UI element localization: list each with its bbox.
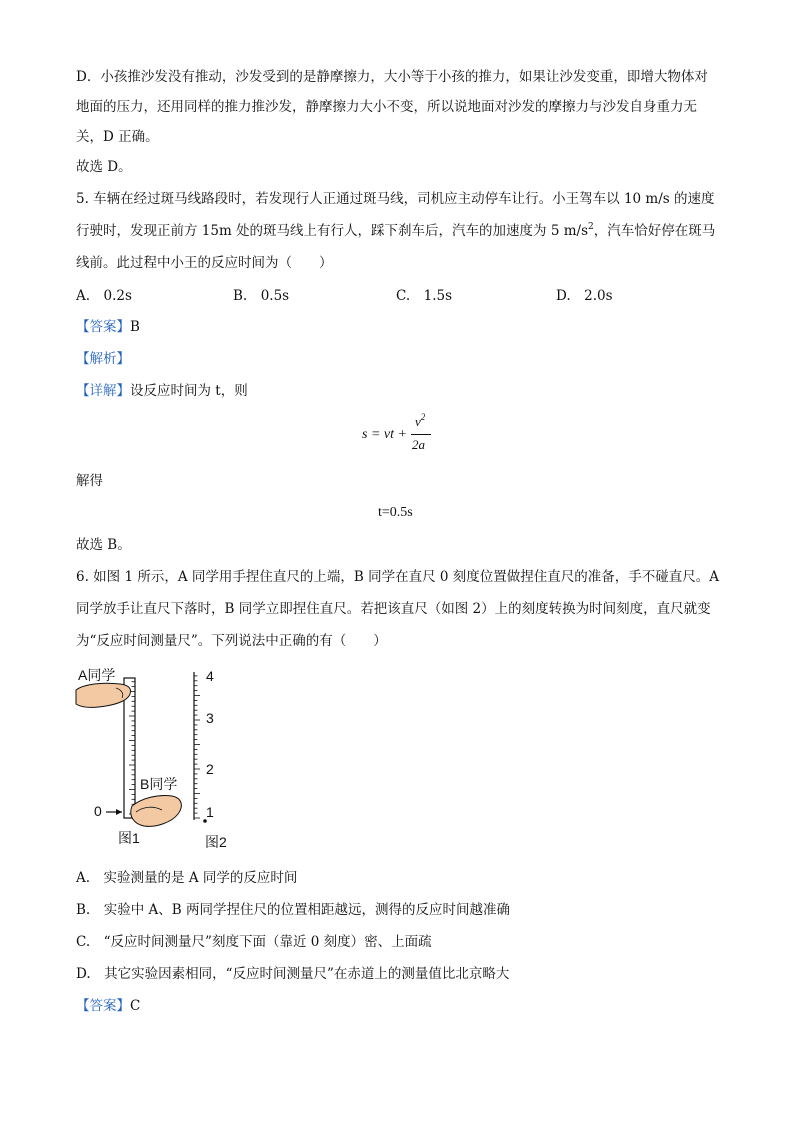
q5-option-b: B. 0.5s bbox=[233, 288, 290, 304]
q6-answer-tag: 【答案】 bbox=[76, 998, 130, 1014]
q5-formula-num bbox=[415, 414, 425, 430]
q5-detail-tag: 【详解】 bbox=[76, 383, 130, 399]
q6-line-1: 6. 如图 1 所示，A 同学用手捏住直尺的上端，B 同学在直尺 0 刻度位置做捏住直尺的准备，手不碰直尺。A bbox=[76, 569, 720, 585]
fig1-label-zero: 0 bbox=[94, 803, 102, 819]
q5-line-1: 5. 车辆在经过斑马线路段时，若发现行人正通过斑马线，司机应主动停车让行。小王驾车以 10 m/s 的速度 bbox=[76, 191, 715, 207]
q5-line-2 bbox=[76, 222, 715, 240]
q6-answer-value: C bbox=[130, 998, 141, 1014]
q5-answer bbox=[76, 318, 140, 336]
q6-option-b: B. 实验中 A、B 两同学捏住尺的位置相距越远，测得的反应时间越准确 bbox=[76, 902, 510, 918]
q5-line-2-text: 行驶时，发现正前方 15m 处的斑马线上有行人，踩下刹车后，汽车的加速度为 5 m/s bbox=[76, 223, 589, 239]
q5-formula-num-sup: 2 bbox=[420, 412, 426, 422]
q5-line-2-sup: 2 bbox=[588, 222, 594, 232]
q5-result: t=0.5s bbox=[378, 505, 413, 520]
q6-option-c: C. “反应时间测量尺”刻度下面（靠近 0 刻度）密、上面疏 bbox=[76, 934, 432, 950]
q6-option-d: D. 其它实验因素相同，“反应时间测量尺”在赤道上的测量值比北京略大 bbox=[76, 966, 510, 982]
q5-option-d: D. 2.0s bbox=[556, 288, 613, 304]
q6-line-2: 同学放手让直尺下落时，B 同学立即捏住直尺。若把该直尺（如图 2）上的刻度转换为时间刻度，直尺就变 bbox=[76, 601, 711, 617]
q4-conclusion: 故选 D。 bbox=[76, 159, 132, 175]
fig1-caption: 图1 bbox=[118, 830, 140, 846]
q6-option-a: A. 实验测量的是 A 同学的反应时间 bbox=[76, 870, 298, 886]
fig2-number-3: 3 bbox=[206, 710, 214, 726]
q5-formula-den: 2a bbox=[412, 437, 425, 452]
fig2-number-2: 2 bbox=[206, 761, 214, 777]
q6-figure bbox=[72, 660, 252, 850]
q6-answer bbox=[76, 997, 140, 1015]
fig2-caption: 图2 bbox=[205, 834, 227, 850]
q5-conclusion: 故选 B。 bbox=[76, 537, 131, 553]
q5-line-3: 线前。此过程中小王的反应时间为（ ） bbox=[76, 255, 333, 271]
b-hand-icon bbox=[131, 795, 182, 826]
q5-detail bbox=[76, 382, 248, 400]
q5-solve-text: 解得 bbox=[76, 473, 103, 489]
q5-formula-fraction-bar bbox=[411, 434, 431, 435]
q5-analysis-tag: 【解析】 bbox=[76, 351, 130, 367]
q5-formula-num-base: v bbox=[415, 414, 421, 429]
zero-arrow-head-icon bbox=[116, 809, 122, 815]
fig1-label-b: B同学 bbox=[140, 776, 178, 792]
fig1-label-a: A同学 bbox=[78, 667, 116, 683]
fig2-number-4: 4 bbox=[206, 668, 214, 684]
a-hand-icon bbox=[76, 683, 131, 707]
q5-formula-lhs: s = vt + bbox=[362, 427, 407, 442]
q5-detail-text: 设反应时间为 t，则 bbox=[130, 383, 248, 399]
q5-line-2-end: ，汽车恰好停在斑马 bbox=[593, 223, 716, 239]
q4-line-3: 关，D 正确。 bbox=[76, 129, 159, 145]
q6-line-3: 为“反应时间测量尺”。下列说法中正确的有（ ） bbox=[76, 633, 387, 649]
fig2-number-1: 1 bbox=[206, 804, 214, 820]
q4-line-1: D．小孩推沙发没有推动，沙发受到的是静摩擦力，大小等于小孩的推力，如果让沙发变重，即增大物体对 bbox=[76, 69, 708, 85]
q5-option-c: C. 1.5s bbox=[396, 288, 453, 304]
q4-line-2: 地面的压力，还用同样的推力推沙发，静摩擦力大小不变，所以说地面对沙发的摩擦力与沙发自身重力无 bbox=[76, 99, 697, 115]
q5-answer-value: B bbox=[130, 319, 140, 335]
fig2-ruler-ticks bbox=[194, 676, 200, 818]
q5-option-a: A. 0.2s bbox=[76, 288, 132, 304]
q5-answer-tag: 【答案】 bbox=[76, 319, 130, 335]
fig1-ruler-ticks bbox=[129, 682, 135, 814]
